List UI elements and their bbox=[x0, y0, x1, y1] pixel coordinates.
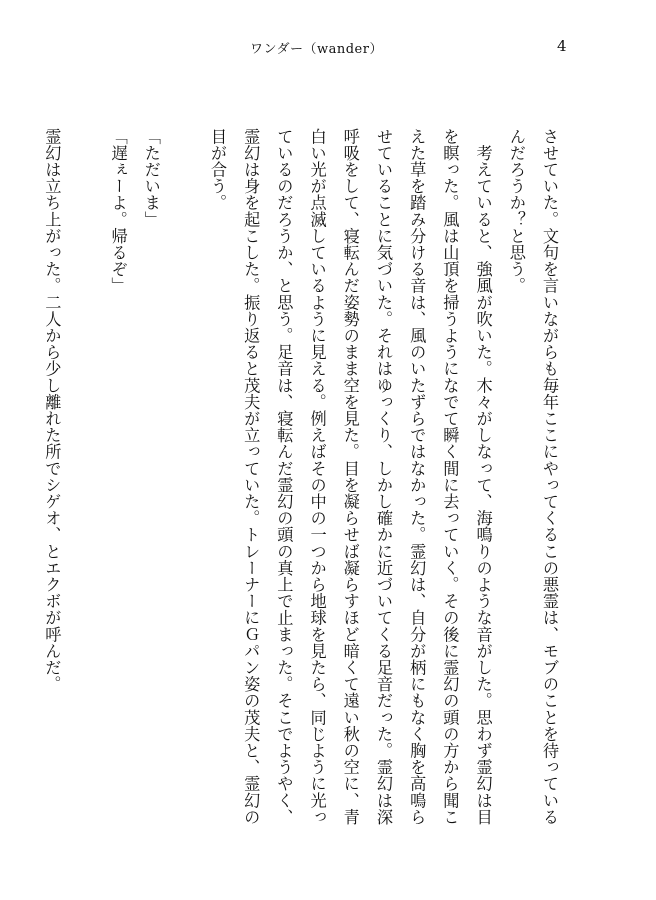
text-line: えた草を踏み分ける音は、風のいたずらではなかった。霊幻は、自分が柄にもなく胸を高鳴ら bbox=[407, 128, 427, 826]
text-line: 霊幻は身を起こした。振り返ると茂夫が立っていた。トレーナーにＧパン姿の茂夫と、霊幻の bbox=[241, 128, 261, 826]
text-line: 考えていると、強風が吹いた。木々がしなって、海鳴りのような音がした。思わず霊幻は目 bbox=[473, 128, 493, 826]
vertical-body-text bbox=[35, 128, 566, 828]
text-line: せていることに気づいた。それはゆっくり、しかし確かに近づいてくる足音だった。霊幻は深 bbox=[373, 128, 393, 826]
text-line: 霊幻は立ち上がった。二人から少し離れた所でシゲオ、とエクボが呼んだ。 bbox=[42, 128, 62, 693]
text-line: んだろうか？と思う。 bbox=[506, 128, 526, 294]
chapter-title: ワンダー（wander） bbox=[250, 42, 383, 57]
text-line: を瞑った。風は山頂を掃うようになでて瞬く間に去っていく。その後に霊幻の頭の方から聞こ bbox=[440, 128, 460, 826]
text-line: ているのだろうか、と思う。足音は、寝転んだ霊幻の頭の真上で止まった。そこでようやく、 bbox=[274, 128, 294, 826]
running-header bbox=[0, 38, 656, 62]
dialogue-line: 「ただいま」 bbox=[141, 128, 161, 228]
paragraph-gap bbox=[68, 128, 101, 828]
dialogue-line: 「遅ぇーよ。帰るぞ」 bbox=[108, 128, 128, 294]
text-line: 呼吸をして、寝転んだ姿勢のまま空を見た。目を凝らせば凝らすほど暗くて遠い秋の空に、青 bbox=[340, 128, 360, 826]
paragraph-gap bbox=[168, 128, 201, 828]
text-line: 白い光が点滅しているように見える。例えばその中の一つから地球を見たら、同じように光っ bbox=[307, 128, 327, 826]
text-line: 目が合う。 bbox=[207, 128, 227, 211]
page-number: 4 bbox=[557, 37, 567, 55]
text-line: させていた。文句を言いながらも毎年ここにやってくるこの悪霊は、モブのことを待っている bbox=[540, 128, 559, 826]
